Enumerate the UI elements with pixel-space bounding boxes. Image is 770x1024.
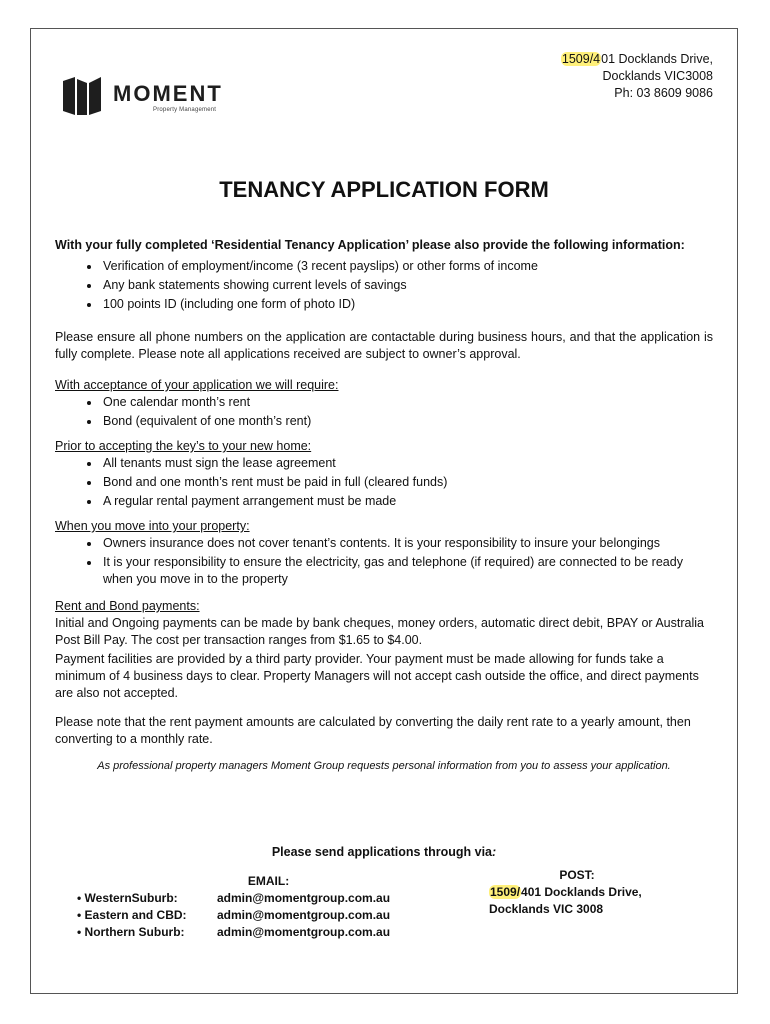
move-in-heading: When you move into your property: [55,519,250,533]
send-heading-colon: : [492,845,497,859]
list-item: • 100 points ID (including one form of photo ID) [101,296,713,313]
address-highlight: 1509/4 [561,52,601,66]
email-row [77,890,390,907]
email-heading: EMAIL: [247,874,290,888]
email-address[interactable]: admin@momentgroup.com.au [217,908,391,922]
acceptance-list [55,394,713,430]
page-title: TENANCY APPLICATION FORM [219,177,549,202]
privacy-note: As professional property managers Moment Group requests personal information from you to assess your application. [97,760,671,772]
send-heading [31,845,737,859]
rent-calc-paragraph: Please note that the rent payment amounts are calculated by converting the daily rent rate to a yearly amount, then converting to a monthly rate. [55,715,691,746]
email-address[interactable]: admin@momentgroup.com.au [217,891,391,905]
address-line1: 01 Docklands Drive, [601,52,713,66]
email-address[interactable]: admin@momentgroup.com.au [217,925,391,939]
payments-paragraph-1: Initial and Ongoing payments can be made by bank cheques, money orders, automatic direct debit, BPAY or Australia Post Bill Pay. The cost per transaction ranges from $1.65 to $4.00. [55,616,704,647]
email-label: • Northern Suburb: [77,925,185,939]
list-item: • Any bank statements showing current levels of savings [101,277,713,294]
logo-mark-icon [61,75,103,117]
keys-heading: Prior to accepting the key’s to your new home: [55,439,312,453]
document-body [55,237,713,775]
email-label: • WesternSuburb: [77,891,178,905]
post-address-line2: Docklands VIC 3008 [489,902,604,916]
email-row [77,924,390,941]
email-row [77,907,390,924]
acceptance-heading: With acceptance of your application we will require: [55,378,339,392]
office-phone: Ph: 03 8609 9086 [614,86,713,100]
list-item: • Owners insurance does not cover tenant’s contents. It is your responsibility to insure your belongings [101,535,713,552]
send-heading-text: Please send applications through via [271,845,493,859]
payments-paragraph-2: Payment facilities are provided by a third party provider. Your payment must be made allowing for funds take a minimum of 4 business days to clear. Property Managers will not accept cash outside the office, and direct payments are also not accepted. [55,652,699,700]
intro-list [55,258,713,313]
post-heading: POST: [559,868,595,882]
list-item: • A regular rental payment arrangement must be made [101,493,713,510]
post-address-highlight: 1509/ [490,885,521,899]
moment-logo [61,75,261,125]
post-address-line1: 401 Docklands Drive, [521,885,642,899]
post-section [489,867,642,918]
list-item: • Bond (equivalent of one month’s rent) [101,413,713,430]
logo-tagline: Property Management [153,107,217,113]
address-line2: Docklands VIC3008 [602,69,713,83]
move-in-list [55,535,713,588]
list-item: • All tenants must sign the lease agreement [101,455,713,472]
logo-brand: MOMENT [113,81,223,106]
list-item: • It is your responsibility to ensure the electricity, gas and telephone (if required) are connected to be ready when you move in to the property [101,554,713,588]
list-item: • One calendar month’s rent [101,394,713,411]
keys-list [55,455,713,510]
intro-text: With your fully completed ‘Residential Tenancy Application’ please also provide the following information: [55,238,685,252]
document-page [30,28,738,994]
office-address [561,51,713,102]
email-label: • Eastern and CBD: [77,908,187,922]
payments-heading: Rent and Bond payments: [55,599,200,613]
ensure-paragraph: Please ensure all phone numbers on the application are contactable during business hours, and that the application is fully complete. Please note all applications received are subject to owner’s approval. [55,330,713,361]
list-item: • Bond and one month’s rent must be paid in full (cleared funds) [101,474,713,491]
email-section [77,873,390,941]
list-item: • Verification of employment/income (3 recent payslips) or other forms of income [101,258,713,275]
